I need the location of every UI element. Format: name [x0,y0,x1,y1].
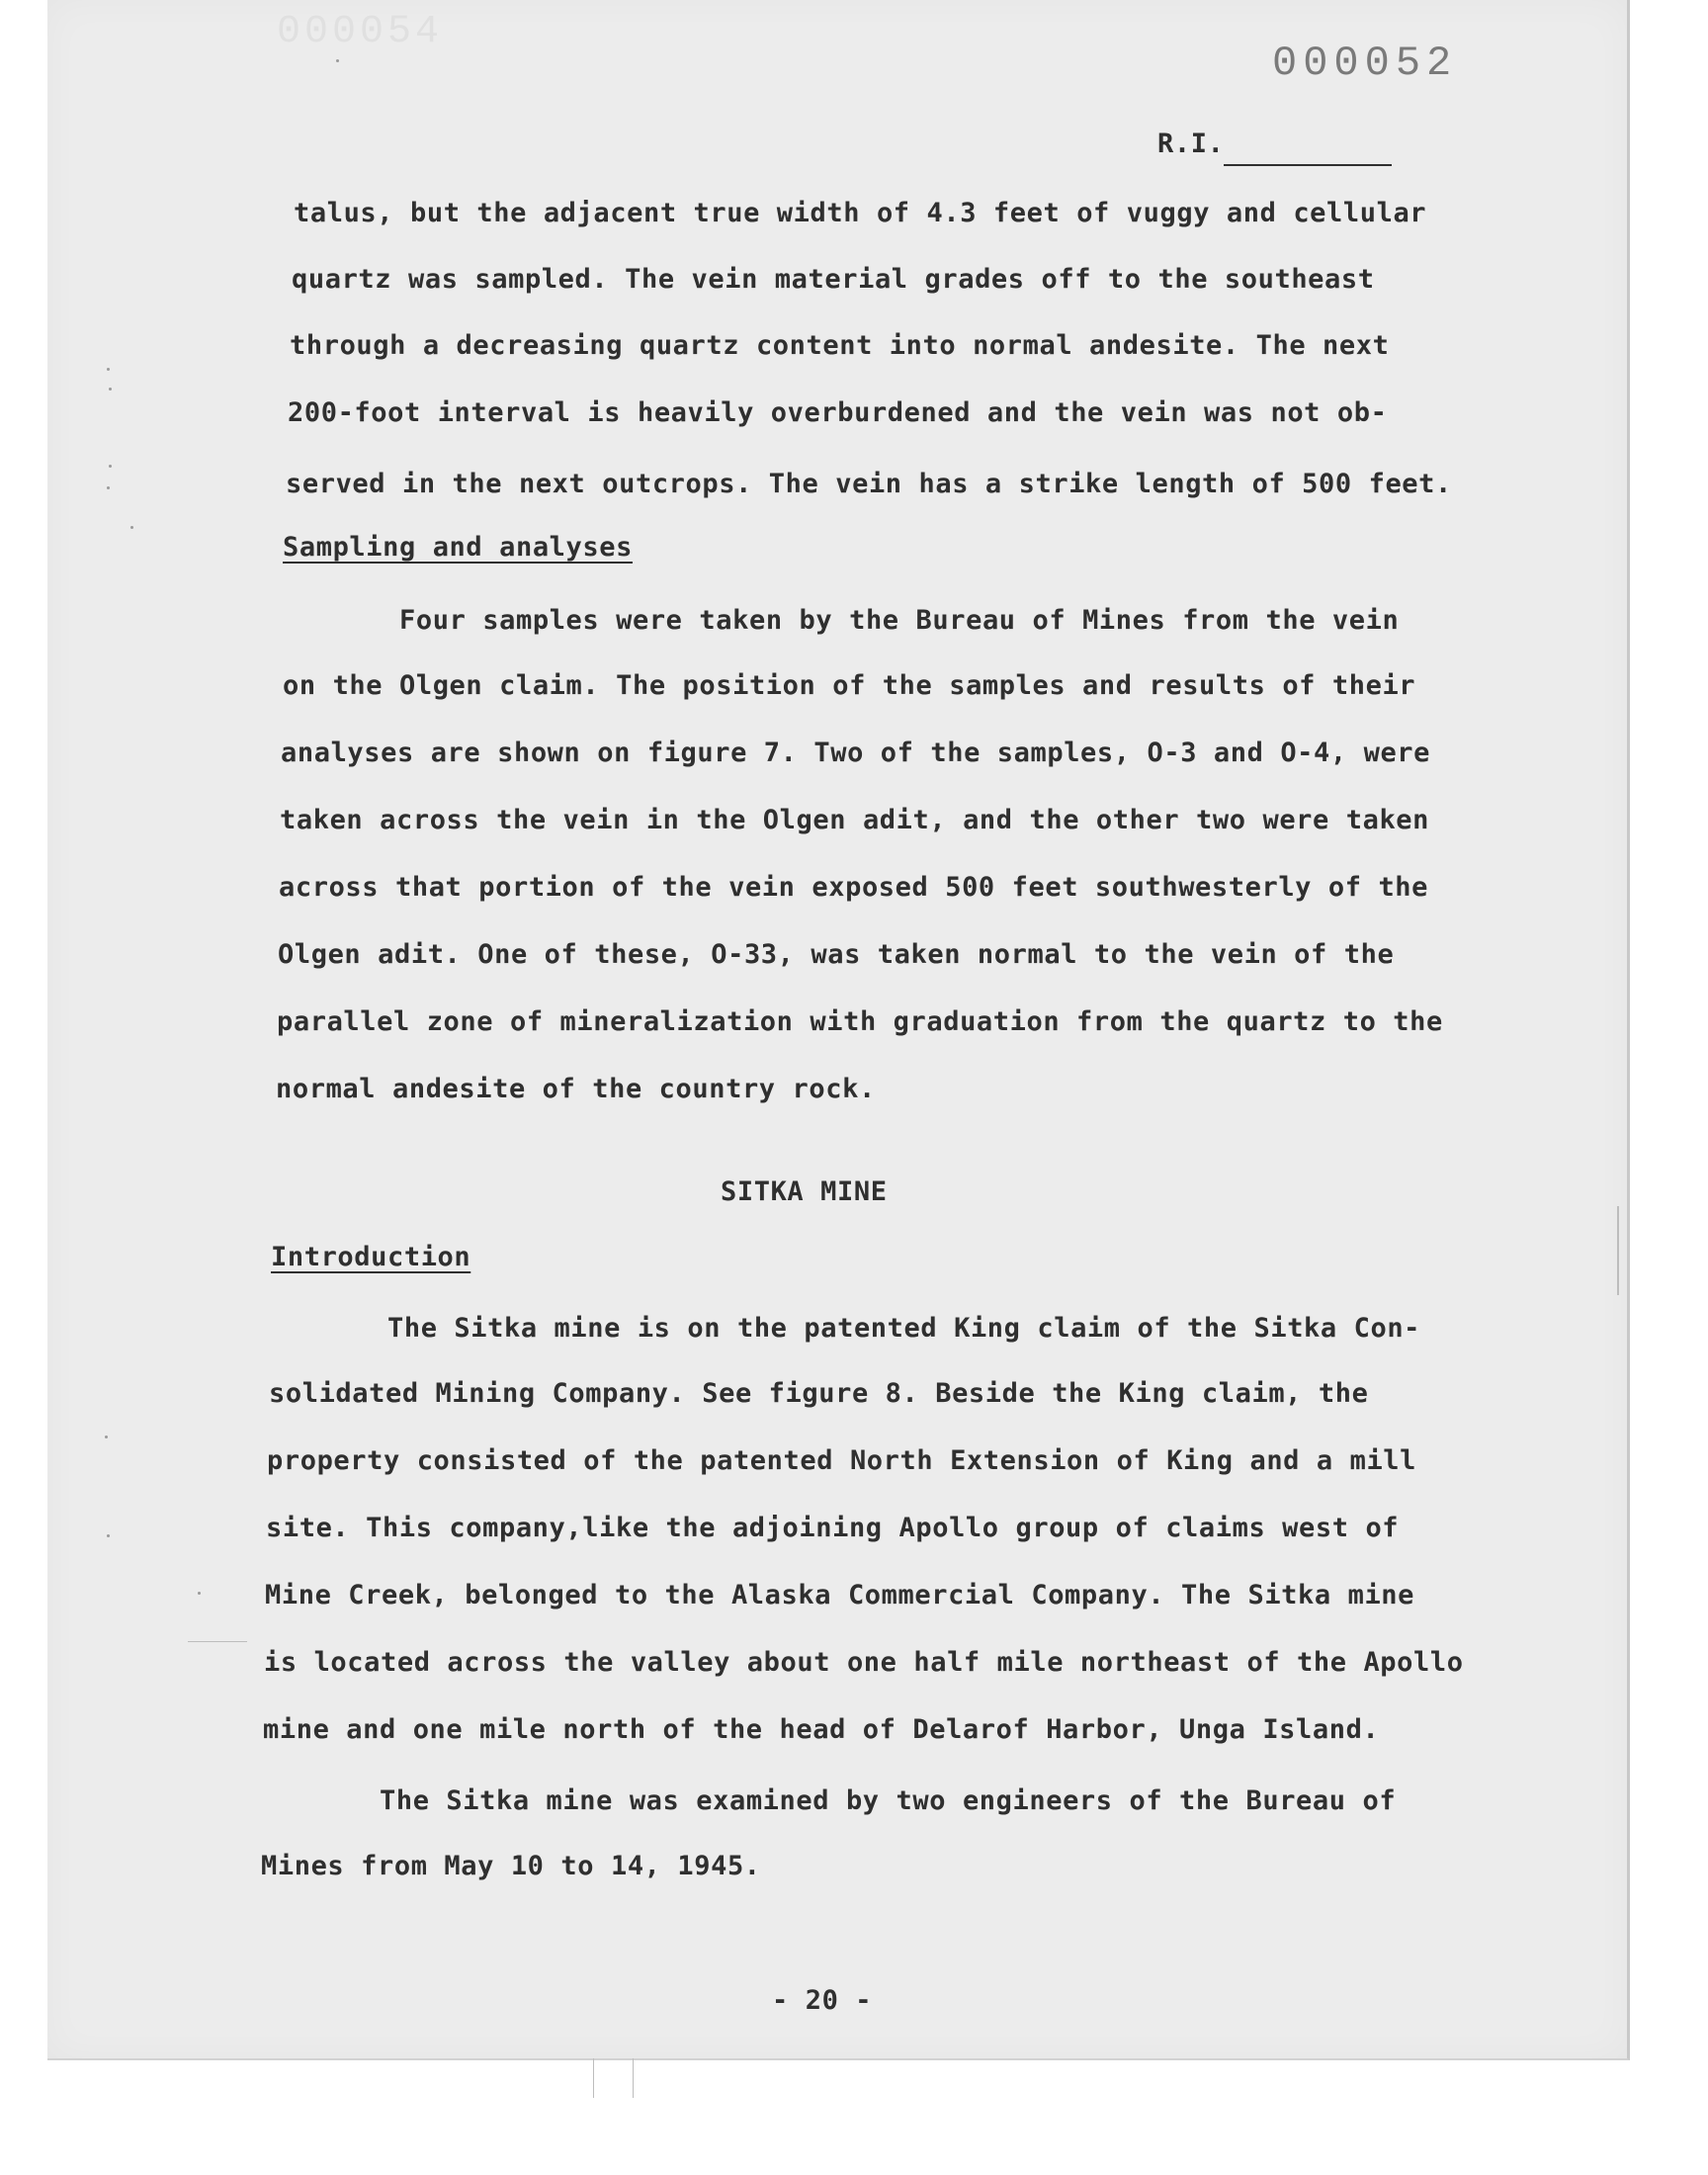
body-line: analyses are shown on figure 7. Two of the samples, O-3 and O-4, were [281,738,1431,768]
body-line: served in the next outcrops. The vein has a strike length of 500 feet. [286,469,1452,499]
body-line: 200-foot interval is heavily overburdened and the vein was not ob- [288,397,1388,428]
scan-speck [107,1534,110,1537]
body-line: talus, but the adjacent true width of 4.3 feet of vuggy and cellular [294,198,1427,228]
scan-speck [109,388,112,391]
scan-speck [109,465,112,468]
body-line: normal andesite of the country rock. [276,1074,876,1104]
body-line: site. This company,like the adjoining Apollo group of claims west of [266,1513,1400,1543]
section-title: SITKA MINE [721,1176,888,1207]
body-line: The Sitka mine is on the patented King claim of the Sitka Con- [387,1313,1421,1344]
body-line: Mines from May 10 to 14, 1945. [261,1851,761,1881]
body-line: Olgen adit. One of these, O-33, was taken normal to the vein of the [278,939,1395,970]
scan-speck [105,1436,108,1438]
body-line: property consisted of the patented North Extension of King and a mill [267,1445,1417,1476]
body-line: parallel zone of mineralization with graduation from the quartz to the [277,1006,1443,1037]
scan-speck [198,1592,201,1595]
scan-mark [188,1641,247,1642]
body-line: The Sitka mine was examined by two engineers of the Bureau of [380,1785,1397,1816]
body-line: quartz was sampled. The vein material grades off to the southeast [292,264,1375,295]
report-label: R.I. [1157,129,1225,159]
scan-speck [107,486,110,489]
report-number-blank [1224,164,1392,166]
body-line: is located across the valley about one half mile northeast of the Apollo [264,1647,1464,1678]
body-line: taken across the vein in the Olgen adit, and the other two were taken [280,805,1430,835]
scan-speck [130,526,133,529]
body-line: Mine Creek, belonged to the Alaska Commercial Company. The Sitka mine [265,1580,1415,1610]
body-line: across that portion of the vein exposed 500 feet southwesterly of the [279,872,1429,903]
section-heading-sampling: Sampling and analyses [283,532,633,563]
scan-mark [593,2058,594,2098]
faint-stamp-number: 000054 [277,10,444,54]
body-line: Four samples were taken by the Bureau of Mines from the vein [399,605,1400,636]
page-edge-mark [1617,1206,1619,1295]
body-line: mine and one mile north of the head of Delarof Harbor, Unga Island. [263,1714,1380,1745]
scan-mark [633,2058,634,2098]
body-line: solidated Mining Company. See figure 8. Beside the King claim, the [269,1378,1369,1409]
section-heading-introduction: Introduction [271,1242,471,1272]
document-stamp-number: 000052 [1272,40,1458,87]
body-line: on the Olgen claim. The position of the samples and results of their [283,670,1416,701]
scan-speck [107,368,110,371]
page-number: - 20 - [772,1985,873,2016]
scan-speck [336,59,339,62]
body-line: through a decreasing quartz content into normal andesite. The next [290,330,1390,361]
